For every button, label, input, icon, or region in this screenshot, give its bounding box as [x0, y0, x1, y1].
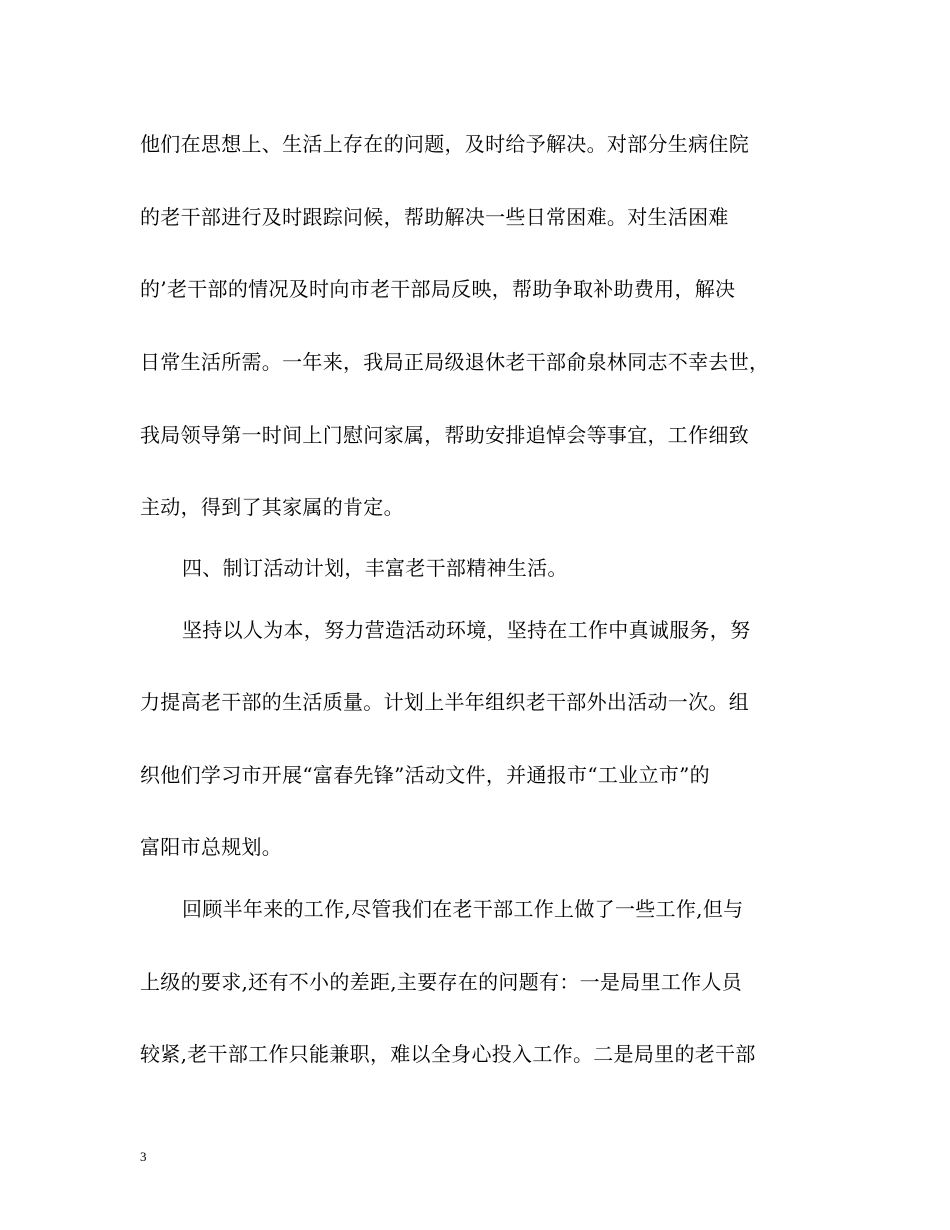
text-line-5: 我局领导第一时间上门慰问家属，帮助安排追悼会等事宜，工作细致: [140, 423, 749, 447]
text-line-6: 主动，得到了其家属的肯定。: [140, 495, 404, 519]
text-line-9: 力提高老干部的生活质量。计划上半年组织老干部外出活动一次。组: [140, 690, 749, 714]
text-line-12: 回顾半年来的工作,尽管我们在老干部工作上做了一些工作,但与: [182, 897, 744, 921]
text-line-2: 的老干部进行及时跟踪问候，帮助解决一些日常困难。对生活困难: [140, 205, 729, 229]
page-number: 3: [140, 1149, 147, 1164]
text-line-10: 织他们学习市开展“富春先锋”活动文件，并通报市“工业立市”的: [140, 763, 710, 787]
text-line-4: 日常生活所需。一年来，我局正局级退休老干部俞泉林同志不幸去世，: [140, 350, 770, 374]
text-line-3: 的’老干部的情况及时向市老干部局反映，帮助争取补助费用，解决: [140, 277, 736, 301]
text-line-8: 坚持以人为本，努力营造活动环境，坚持在工作中真诚服务，努: [182, 618, 751, 642]
text-line-13: 上级的要求,还有不小的差距,主要存在的问题有：一是局里工作人员: [140, 970, 743, 994]
text-line-11: 富阳市总规划。: [140, 835, 283, 859]
section-heading: 四、制订活动计划，丰富老干部精神生活。: [182, 556, 568, 580]
text-line-14: 较紧,老干部工作只能兼职，难以全身心投入工作。二是局里的老干部: [140, 1042, 756, 1066]
text-line-1: 他们在思想上、生活上存在的问题，及时给予解决。对部分生病住院: [140, 132, 749, 156]
